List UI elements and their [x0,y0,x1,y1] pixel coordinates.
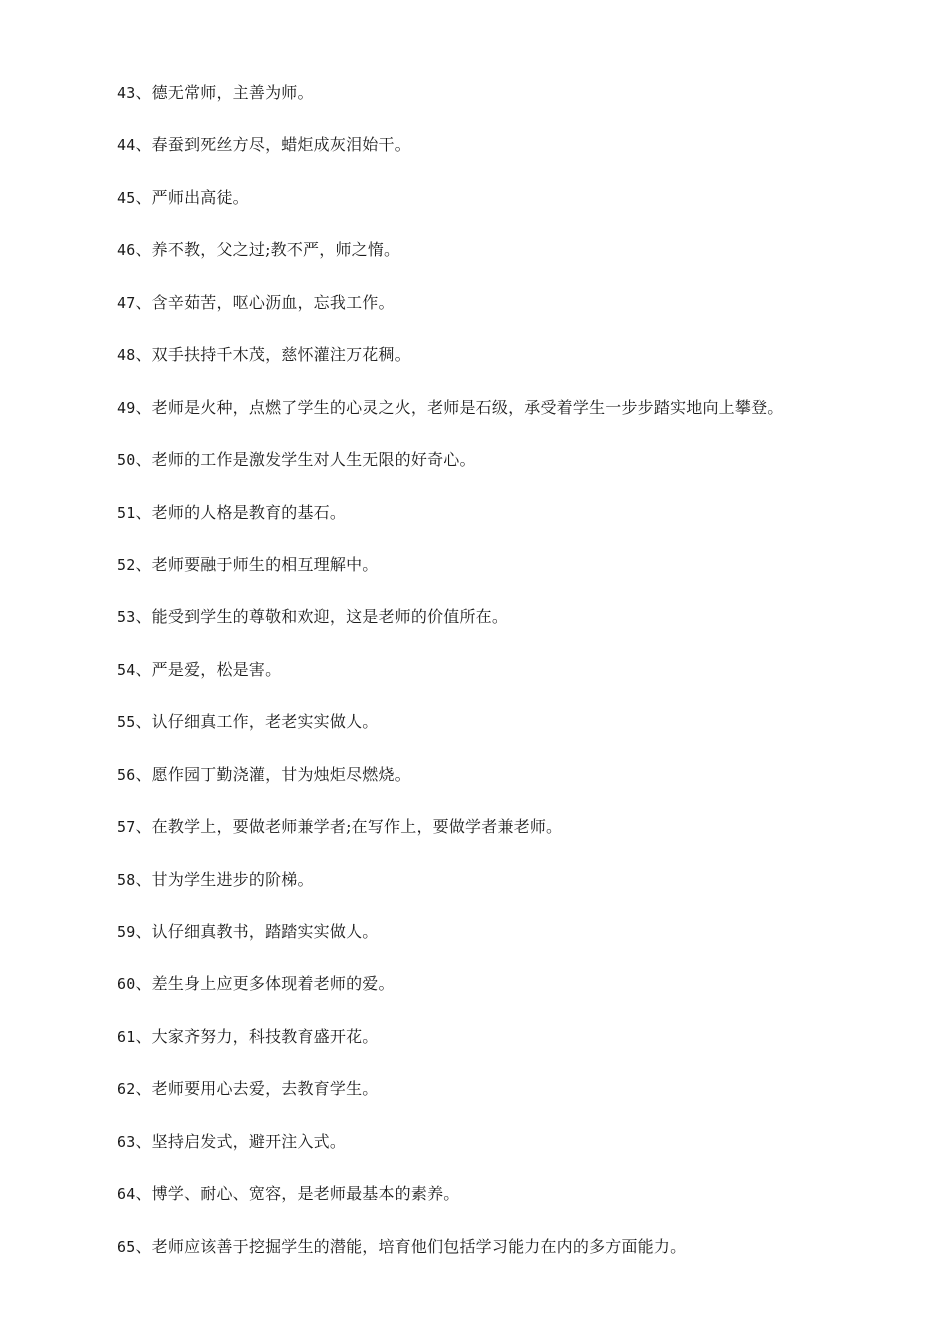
item-number: 62 [117,1080,136,1099]
item-text: 、认仔细真工作，老老实实做人。 [135,712,379,732]
item-number: 54 [117,660,136,679]
item-number: 56 [117,765,136,784]
list-item [117,289,917,341]
item-number: 43 [117,84,136,102]
item-number: 47 [117,293,136,312]
list-item [117,499,917,551]
item-number: 57 [117,818,136,837]
item-text: 、博学、耐心、宽容，是老师最基本的素养。 [135,1184,460,1204]
item-text: 、养不教，父之过;教不严，师之惰。 [135,240,401,260]
list-item [117,131,917,183]
item-number: 50 [117,451,136,470]
list-item [117,1023,917,1075]
item-number: 49 [117,398,136,417]
list-item [117,603,917,655]
item-text: 、甘为学生进步的阶梯。 [135,869,314,889]
list-item [117,184,917,236]
list-item [117,866,917,918]
item-number: 45 [117,188,136,207]
item-number: 60 [117,975,136,994]
item-text: 、老师是火种，点燃了学生的心灵之火，老师是石级，承受着学生一步步踏实地向上攀登。 [135,397,784,417]
item-text: 、老师的人格是教育的基石。 [135,502,347,522]
item-text: 、愿作园丁勤浇灌，甘为烛炬尽燃烧。 [135,764,411,784]
list-item [117,551,917,603]
item-number: 58 [117,870,136,889]
item-number: 48 [117,346,136,365]
item-number: 44 [117,136,136,155]
list-item [117,446,917,498]
item-number: 63 [117,1132,136,1151]
list-item [117,1233,917,1285]
item-text: 、在教学上，要做老师兼学者;在写作上，要做学者兼老师。 [135,817,563,837]
list-item [117,1075,917,1127]
item-text: 、差生身上应更多体现着老师的爱。 [135,974,395,994]
list-item [117,1128,917,1180]
item-text: 、双手扶持千木茂，慈怀灌注万花稠。 [135,345,411,365]
quote-list [117,79,917,1285]
list-item [117,79,917,131]
item-number: 46 [117,241,136,260]
list-item [117,394,917,446]
list-item [117,708,917,760]
item-text: 、含辛茹苦，呕心沥血，忘我工作。 [135,292,395,312]
item-text: 、德无常师，主善为师。 [135,83,314,102]
item-text: 、坚持启发式，避开注入式。 [135,1131,347,1151]
item-number: 59 [117,923,136,941]
list-item [117,970,917,1022]
item-text: 、大家齐努力，科技教育盛开花。 [135,1026,379,1046]
item-number: 65 [117,1237,136,1256]
item-text: 、老师要用心去爱，去教育学生。 [135,1079,379,1099]
item-number: 51 [117,503,136,522]
item-text: 、认仔细真教书，踏踏实实做人。 [135,922,379,941]
item-text: 、春蚕到死丝方尽，蜡炬成灰泪始干。 [135,135,411,155]
item-text: 、老师要融于师生的相互理解中。 [135,554,379,574]
list-item [117,1180,917,1232]
list-item [117,813,917,865]
item-number: 52 [117,555,136,574]
list-item [117,236,917,288]
item-text: 、严师出高徒。 [135,187,249,207]
list-item [117,918,917,970]
item-number: 55 [117,713,136,732]
item-text: 、老师应该善于挖掘学生的潜能，培育他们包括学习能力在内的多方面能力。 [135,1236,687,1256]
item-number: 53 [117,608,136,627]
list-item [117,341,917,393]
item-text: 、严是爱，松是害。 [135,659,282,679]
item-text: 、能受到学生的尊敬和欢迎，这是老师的价值所在。 [135,607,509,627]
list-item [117,656,917,708]
item-number: 64 [117,1185,136,1204]
list-item [117,761,917,813]
item-number: 61 [117,1027,136,1046]
item-text: 、老师的工作是激发学生对人生无限的好奇心。 [135,450,476,470]
